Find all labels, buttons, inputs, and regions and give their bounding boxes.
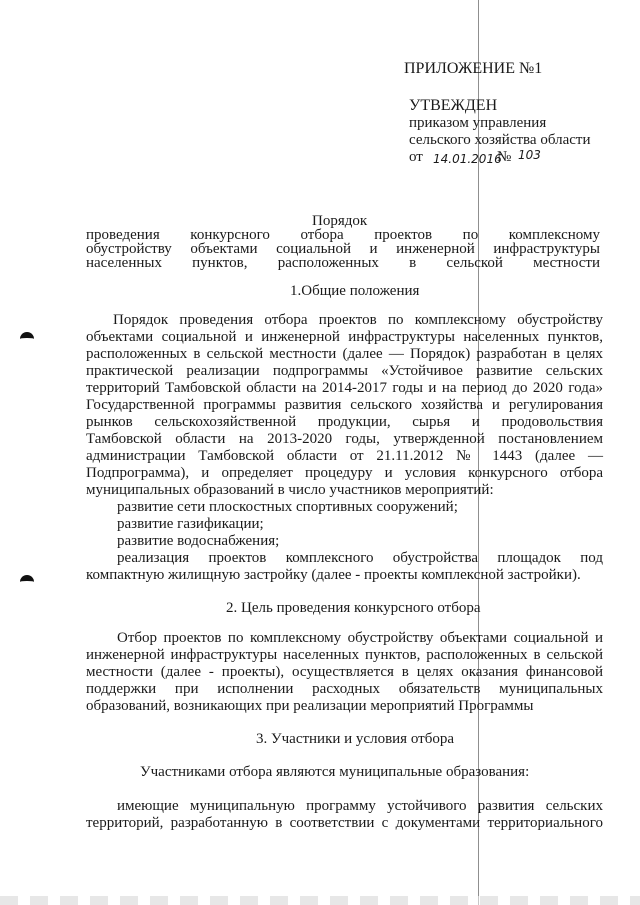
paragraph-line: Участниками отбора являются муниципальные образования:: [140, 764, 530, 780]
paragraph-line: муниципальных образований в число участников мероприятий:: [86, 482, 494, 498]
paragraph-line: инженерной инфраструктуры населенных пунктов, расположенных в сельской: [86, 647, 603, 663]
paragraph-line: местности (далее - проекты), осуществляется в целях оказания финансовой: [86, 664, 603, 680]
order-number-prefix: №: [497, 149, 512, 165]
scan-edge: [0, 896, 640, 905]
order-line-2: сельского хозяйства области: [409, 132, 591, 148]
paragraph-line: Порядок проведения отбора проектов по комплексному обустройству: [113, 312, 603, 328]
paragraph-line: Подпрограмма), и определяет процедуру и условия конкурсного отбора: [86, 465, 603, 481]
paragraph-line: территорий Тамбовской области на 2014-2017 годы и на период до 2020 года»: [86, 380, 603, 396]
paragraph-line: образований, возникающих при реализации мероприятий Программы: [86, 698, 534, 714]
appendix-label: ПРИЛОЖЕНИЕ №1: [404, 60, 543, 77]
paragraph-line: Государственной программы развития сельского хозяйства и регулирования: [86, 397, 603, 413]
paragraph-line: имеющие муниципальную программу устойчивого развития сельских: [117, 798, 603, 814]
document-title: Порядок: [312, 213, 368, 229]
section-heading: 1.Общие положения: [290, 283, 420, 299]
paragraph-line: администрации Тамбовской области от 21.11.2012 № 1443 (далее —: [86, 448, 603, 464]
paragraph-line: объектами социальной и инженерной инфраструктуры населенных пунктов,: [86, 329, 603, 345]
scan-mark: [20, 575, 34, 589]
title-line: проведения конкурсного отбора проектов по комплексному: [86, 227, 600, 243]
handwritten-date: 14.01.2016: [433, 152, 502, 166]
list-item: развитие газификации;: [117, 516, 264, 532]
list-item: реализация проектов комплексного обустройства площадок под: [117, 550, 603, 566]
list-item: компактную жилищную застройку (далее - проекты комплексной застройки).: [86, 567, 581, 583]
list-item: развитие сети плоскостных спортивных сооружений;: [117, 499, 458, 515]
list-item: развитие водоснабжения;: [117, 533, 280, 549]
paragraph-line: Тамбовской области на 2013-2020 годы, утвержденной постановлением: [86, 431, 603, 447]
paragraph-line: Отбор проектов по комплексному обустройству объектами социальной и: [117, 630, 603, 646]
section-heading: 2. Цель проведения конкурсного отбора: [226, 600, 481, 616]
title-line: населенных пунктов, расположенных в сельской местности: [86, 255, 600, 271]
order-line-1: приказом управления: [409, 115, 547, 131]
paragraph-line: поддержки при исполнении расходных обязательств муниципальных: [86, 681, 603, 697]
handwritten-number: 103: [518, 148, 541, 162]
paragraph-line: территорий, разработанную в соответствии с документами территориального: [86, 815, 603, 831]
paragraph-line: практической реализации подпрограммы «Устойчивое развитие сельских: [86, 363, 603, 379]
order-date-prefix: от: [409, 149, 423, 165]
paragraph-line: расположенных в сельской местности (далее — Порядок) разработан в целях: [86, 346, 603, 362]
approved-label: УТВЕЖДЕН: [409, 97, 498, 114]
scan-mark: [20, 332, 34, 346]
title-line: обустройству объектами социальной и инженерной инфраструктуры: [86, 241, 600, 257]
paragraph-line: рынков сельскохозяйственной продукции, сырья и продовольствия: [86, 414, 603, 430]
section-heading: 3. Участники и условия отбора: [256, 731, 454, 747]
